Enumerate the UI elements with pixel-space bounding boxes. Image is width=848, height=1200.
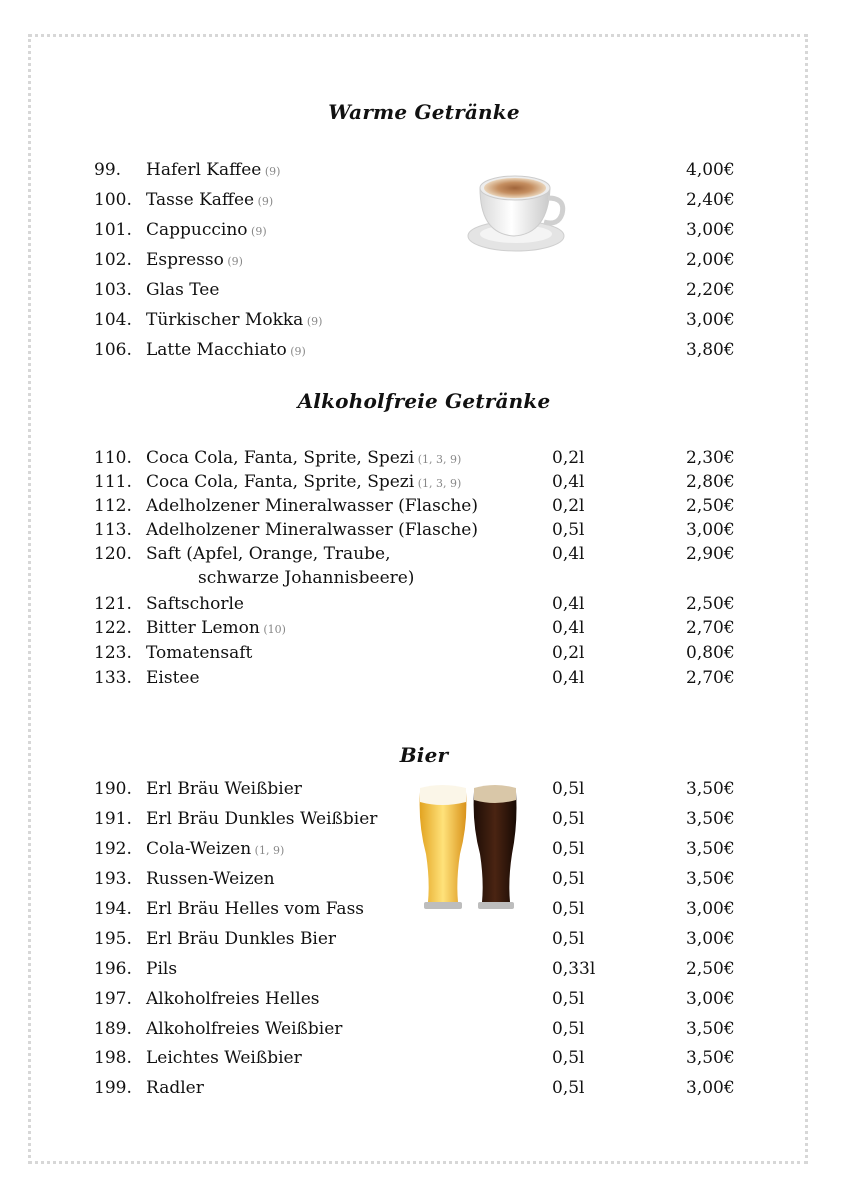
item-number: 102. (94, 250, 132, 270)
item-price: 2,70€ (686, 618, 735, 638)
additive-note: (9) (286, 345, 306, 358)
item-name-continued: schwarze Johannisbeere) (198, 568, 415, 588)
item-price: 3,00€ (686, 929, 735, 949)
item-number: 106. (94, 340, 132, 360)
item-number: 111. (94, 472, 132, 492)
section-title-alkoholfreie-getraenke: Alkoholfreie Getränke (297, 389, 551, 413)
item-name: Tasse Kaffee (9) (146, 190, 274, 210)
item-price: 3,00€ (686, 310, 735, 330)
item-name: Erl Bräu Dunkles Weißbier (146, 809, 378, 829)
item-price: 3,80€ (686, 340, 735, 360)
item-number: 199. (94, 1078, 132, 1098)
item-number: 194. (94, 899, 132, 919)
item-name: Cola-Weizen (1, 9) (146, 839, 285, 859)
item-number: 192. (94, 839, 132, 859)
item-number: 193. (94, 869, 132, 889)
item-name: Erl Bräu Dunkles Bier (146, 929, 337, 949)
item-price: 2,00€ (686, 250, 735, 270)
additive-note: (9) (254, 195, 274, 208)
item-price: 2,20€ (686, 280, 735, 300)
item-number: 104. (94, 310, 132, 330)
item-volume: 0,5l (552, 1048, 585, 1068)
item-number: 122. (94, 618, 132, 638)
item-name: Pils (146, 959, 178, 979)
item-name: Russen-Weizen (146, 869, 275, 889)
additive-note: (9) (261, 165, 281, 178)
item-number: 100. (94, 190, 132, 210)
item-volume: 0,4l (552, 594, 585, 614)
beer-glasses-icon (414, 784, 522, 914)
item-number: 191. (94, 809, 132, 829)
item-price: 3,00€ (686, 520, 735, 540)
item-price: 3,50€ (686, 809, 735, 829)
item-price: 2,50€ (686, 959, 735, 979)
item-name: Latte Macchiato (9) (146, 340, 306, 360)
item-price: 3,00€ (686, 1078, 735, 1098)
item-volume: 0,5l (552, 809, 585, 829)
section-title-bier: Bier (399, 743, 449, 767)
item-number: 110. (94, 448, 132, 468)
item-name: Erl Bräu Helles vom Fass (146, 899, 365, 919)
item-name: Alkoholfreies Weißbier (146, 1019, 343, 1039)
item-price: 3,00€ (686, 220, 735, 240)
additive-note: (10) (259, 623, 286, 636)
item-volume: 0,2l (552, 496, 585, 516)
item-price: 2,50€ (686, 594, 735, 614)
additive-note: (9) (223, 255, 243, 268)
item-price: 4,00€ (686, 160, 735, 180)
additive-note: (1, 3, 9) (414, 453, 462, 466)
item-price: 3,00€ (686, 989, 735, 1009)
item-volume: 0,5l (552, 779, 585, 799)
item-volume: 0,5l (552, 869, 585, 889)
cappuccino-cup-icon (466, 168, 570, 258)
item-price: 3,50€ (686, 839, 735, 859)
item-volume: 0,5l (552, 1019, 585, 1039)
item-name: Adelholzener Mineralwasser (Flasche) (146, 520, 478, 540)
item-volume: 0,4l (552, 472, 585, 492)
item-volume: 0,5l (552, 899, 585, 919)
item-volume: 0,4l (552, 618, 585, 638)
item-price: 2,50€ (686, 496, 735, 516)
item-name: Espresso (9) (146, 250, 243, 270)
item-price: 3,50€ (686, 1019, 735, 1039)
item-price: 3,00€ (686, 899, 735, 919)
item-volume: 0,5l (552, 839, 585, 859)
item-number: 190. (94, 779, 132, 799)
item-volume: 0,5l (552, 1078, 585, 1098)
item-name: Alkoholfreies Helles (146, 989, 320, 1009)
item-number: 120. (94, 544, 132, 564)
item-price: 2,70€ (686, 668, 735, 688)
item-name: Haferl Kaffee (9) (146, 160, 281, 180)
item-volume: 0,2l (552, 643, 585, 663)
item-name: Coca Cola, Fanta, Sprite, Spezi (1, 3, 9) (146, 448, 462, 468)
item-volume: 0,33l (552, 959, 596, 979)
item-name: Türkischer Mokka (9) (146, 310, 323, 330)
item-name: Eistee (146, 668, 200, 688)
item-number: 103. (94, 280, 132, 300)
item-name: Saft (Apfel, Orange, Traube, schwarze Johannisbeere) (146, 544, 415, 588)
additive-note: (9) (303, 315, 323, 328)
item-number: 189. (94, 1019, 132, 1039)
item-volume: 0,2l (552, 448, 585, 468)
item-name: Coca Cola, Fanta, Sprite, Spezi (1, 3, 9) (146, 472, 462, 492)
item-number: 121. (94, 594, 132, 614)
item-price: 2,40€ (686, 190, 735, 210)
item-price: 2,90€ (686, 544, 735, 564)
item-price: 2,30€ (686, 448, 735, 468)
item-name: Cappuccino (9) (146, 220, 267, 240)
additive-note: (1, 3, 9) (414, 477, 462, 490)
item-volume: 0,5l (552, 520, 585, 540)
item-volume: 0,5l (552, 929, 585, 949)
item-number: 198. (94, 1048, 132, 1068)
item-name: Adelholzener Mineralwasser (Flasche) (146, 496, 478, 516)
item-number: 133. (94, 668, 132, 688)
item-volume: 0,4l (552, 544, 585, 564)
item-price: 3,50€ (686, 779, 735, 799)
item-number: 99. (94, 160, 122, 180)
item-volume: 0,5l (552, 989, 585, 1009)
item-name: Glas Tee (146, 280, 220, 300)
additive-note: (1, 9) (251, 844, 285, 857)
item-name: Bitter Lemon (10) (146, 618, 286, 638)
item-price: 0,80€ (686, 643, 735, 663)
item-price: 2,80€ (686, 472, 735, 492)
item-price: 3,50€ (686, 869, 735, 889)
item-number: 195. (94, 929, 132, 949)
item-volume: 0,4l (552, 668, 585, 688)
additive-note: (9) (247, 225, 267, 238)
item-price: 3,50€ (686, 1048, 735, 1068)
item-number: 123. (94, 643, 132, 663)
item-name: Tomatensaft (146, 643, 253, 663)
item-name: Leichtes Weißbier (146, 1048, 302, 1068)
item-name: Radler (146, 1078, 204, 1098)
item-number: 113. (94, 520, 132, 540)
item-number: 101. (94, 220, 132, 240)
section-title-warme-getraenke: Warme Getränke (328, 100, 520, 124)
item-name: Erl Bräu Weißbier (146, 779, 302, 799)
item-name: Saftschorle (146, 594, 244, 614)
item-number: 196. (94, 959, 132, 979)
item-number: 112. (94, 496, 132, 516)
item-number: 197. (94, 989, 132, 1009)
